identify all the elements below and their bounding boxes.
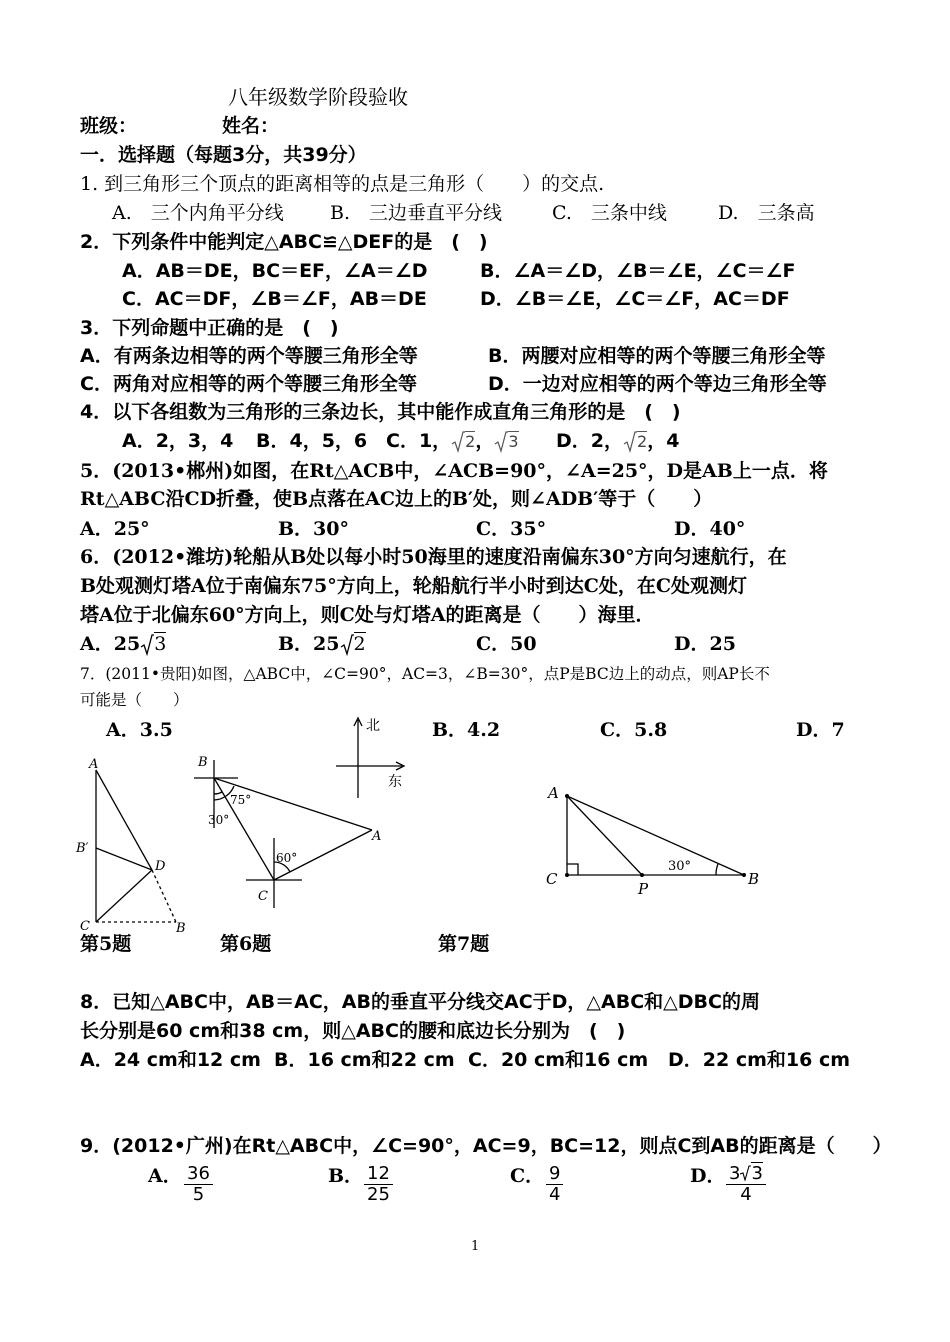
q7-option-c: C．5.8 xyxy=(600,719,668,741)
q5-line1: 5．(2013•郴州)如图，在Rt△ACB中，∠ACB=90°，∠A=25°，D是AB上一点．将 xyxy=(80,460,828,482)
q6-line2: B处观测灯塔A位于南偏东75°方向上，轮船航行半小时到达C处，在C处观测灯 xyxy=(80,575,747,597)
q1-option-b: B. 三边垂直平分线 xyxy=(330,202,503,224)
fig6-angle-30: 30° xyxy=(208,813,230,827)
q6-option-a: A．25 3 xyxy=(80,633,167,655)
q3-option-b: B．两腰对应相等的两个等腰三角形全等 xyxy=(488,345,826,367)
fig5-caption: 第5题 xyxy=(80,933,132,955)
q7-line1: 7．(2011•贵阳)如图，△ABC中，∠C=90°，AC=3，∠B=30°，点P是BC边上的动点，则AP长不 xyxy=(80,665,770,683)
fig6-angle-75: 75° xyxy=(230,793,252,807)
q2-option-d: D．∠B＝∠E，∠C＝∠F，AC＝DF xyxy=(480,288,790,310)
q6-option-d: D．25 xyxy=(674,633,736,655)
q7-option-d: D．7 xyxy=(796,719,845,741)
q1-stem: 1. 到三角形三个顶点的距离相等的点是三角形（ ）的交点. xyxy=(80,173,605,195)
fig5-label-d: D xyxy=(155,859,166,874)
fig7-label-a: A xyxy=(548,784,559,802)
fig6-label-c: C xyxy=(258,889,268,904)
section-heading: 一．选择题（每题3分，共39分） xyxy=(80,144,367,166)
q9-option-d-label: D． xyxy=(690,1165,726,1187)
q9-option-d-fraction: $\frac{3 3}{4}$ xyxy=(726,1164,766,1205)
fig5-label-c: C xyxy=(80,919,90,934)
q2-stem: 2．下列条件中能判定△ABC≌△DEF的是 ( ) xyxy=(80,231,488,253)
q8-line1: 8．已知△ABC中，AB＝AC，AB的垂直平分线交AC于D，△ABC和△DBC的周 xyxy=(80,991,760,1013)
fig5-label-b1: B′ xyxy=(76,841,89,856)
q9-option-c-fraction: $\frac{9}{4}$ xyxy=(546,1164,563,1205)
fig5-label-b: B xyxy=(176,921,186,936)
q4-option-a: A．2，3，4 xyxy=(122,430,234,452)
fig7-label-p: P xyxy=(638,880,649,898)
q4-option-d: D．2， 2，4 xyxy=(556,430,680,452)
name-label: 姓名： xyxy=(222,115,280,137)
q1-option-d: D. 三条高 xyxy=(718,202,815,224)
q1-option-a: A. 三个内角平分线 xyxy=(112,202,284,224)
q5-option-a: A．25° xyxy=(80,518,150,540)
q8-line2: 长分别是60 cm和38 cm，则△ABC的腰和底边长分别为 ( ) xyxy=(80,1020,626,1042)
sqrt-symbol xyxy=(451,430,465,454)
q6-option-b: B．25 2 xyxy=(278,633,366,655)
fig6-label-a: A xyxy=(372,829,382,844)
q2-option-b: B．∠A＝∠D，∠B＝∠E，∠C＝∠F xyxy=(480,260,796,282)
figure-6 xyxy=(190,710,420,908)
q3-stem: 3．下列命题中正确的是 ( ) xyxy=(80,317,339,339)
fig6-label-north: 北 xyxy=(366,718,380,734)
q6-line3: 塔A位于北偏东60°方向上，则C处与灯塔A的距离是（ ）海里． xyxy=(80,604,655,626)
q7-option-a: A．3.5 xyxy=(106,719,173,741)
q3-option-c: C．两角对应相等的两个等腰三角形全等 xyxy=(80,373,417,395)
fig7-caption: 第7题 xyxy=(438,933,490,955)
q9-stem: 9．(2012•广州)在Rt△ABC中，∠C=90°，AC=9，BC=12，则点C到AB的距离是（ ） xyxy=(80,1135,892,1157)
q4-option-b: B．4，5，6 xyxy=(256,430,368,452)
q8-option-a: A．24 cm和12 cm xyxy=(80,1049,261,1071)
q5-option-c: C．35° xyxy=(476,518,547,540)
q1-option-c: C. 三条中线 xyxy=(552,202,667,224)
q5-line2: Rt△ABC沿CD折叠，使B点落在AC边上的B′处，则∠ADB′等于（ ） xyxy=(80,488,713,510)
q7-option-b: B．4.2 xyxy=(432,719,501,741)
q8-option-b: B．16 cm和22 cm xyxy=(274,1049,455,1071)
fig7-label-c: C xyxy=(546,870,558,888)
q3-option-d: D．一边对应相等的两个等边三角形全等 xyxy=(488,373,827,395)
fig6-angle-60: 60° xyxy=(276,851,298,865)
q2-option-c: C．AC＝DF，∠B＝∠F，AB＝DE xyxy=(122,288,427,310)
class-label: 班级： xyxy=(80,115,138,137)
q9-option-c-label: C． xyxy=(510,1165,545,1187)
q8-option-c: C．20 cm和16 cm xyxy=(468,1049,649,1071)
q9-option-a-fraction: $\frac{36}{5}$ xyxy=(184,1164,213,1205)
page-title: 八年级数学阶段验收 xyxy=(228,85,408,109)
q9-option-a-label: A． xyxy=(148,1165,182,1187)
q8-option-d: D．22 cm和16 cm xyxy=(668,1049,851,1071)
q4-stem: 4．以下各组数为三角形的三条边长，其中能作成直角三角形的是 ( ) xyxy=(80,401,681,423)
fig6-caption: 第6题 xyxy=(220,933,272,955)
fig7-angle-30: 30° xyxy=(668,859,692,874)
q6-line1: 6．(2012•潍坊)轮船从B处以每小时50海里的速度沿南偏东30°方向匀速航行，在 xyxy=(80,546,787,568)
q9-option-b-fraction: $\frac{12}{25}$ xyxy=(364,1164,393,1205)
q3-option-a: A．有两条边相等的两个等腰三角形全等 xyxy=(80,345,418,367)
q7-line2: 可能是（ ） xyxy=(80,691,189,709)
fig5-label-a: A xyxy=(89,757,99,772)
fig6-label-east: 东 xyxy=(388,774,402,790)
page-number: 1 xyxy=(471,1239,480,1254)
fig6-label-b: B xyxy=(198,755,208,770)
q6-option-c: C．50 xyxy=(476,633,537,655)
q2-option-a: A．AB＝DE，BC＝EF，∠A＝∠D xyxy=(122,260,428,282)
figure-7 xyxy=(540,778,770,900)
q4-option-c: C．1， 2， 3 xyxy=(386,430,519,452)
q9-option-b-label: B． xyxy=(328,1165,364,1187)
fig7-label-b: B xyxy=(748,870,760,888)
q5-option-d: D．40° xyxy=(674,518,746,540)
figure-5 xyxy=(70,752,200,938)
q5-option-b: B．30° xyxy=(278,518,349,540)
